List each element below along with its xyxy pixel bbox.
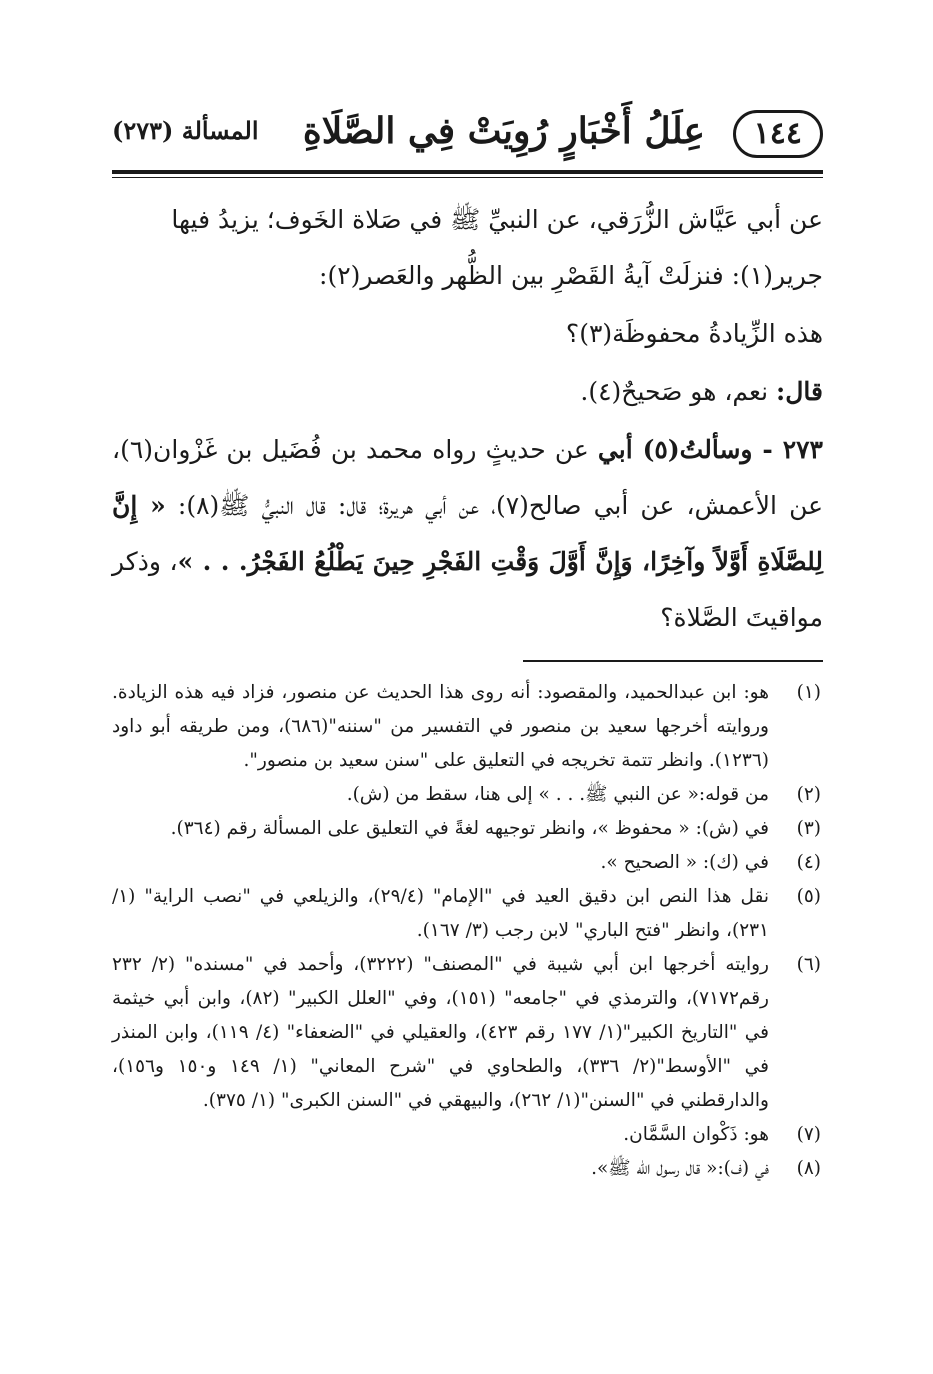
answer-line bbox=[112, 364, 823, 420]
footnote-separator bbox=[523, 660, 823, 662]
footnote-7 bbox=[112, 1118, 821, 1152]
issue-label: المسألة (٢٧٣) bbox=[112, 116, 259, 145]
footnote-number: (١) bbox=[796, 682, 821, 703]
entry-paragraph bbox=[112, 422, 823, 646]
footnote-3 bbox=[112, 812, 821, 846]
footnote-number: (٣) bbox=[796, 818, 821, 839]
question-line: هذه الزِّيادةُ محفوظَة(٣)؟ bbox=[565, 319, 823, 348]
footnote-number: (٥) bbox=[796, 886, 821, 907]
footnote-number: (٧) bbox=[796, 1124, 821, 1145]
header-rule-thin bbox=[112, 177, 823, 178]
footnote-text: روايته أخرجها ابن أبي شيبة في "المصنف" (٣٢٢٢)، وأحمد في "مسنده" (٢/ ٢٣٢ رقم٧١٧٢)، والترمذي في "جامعه" (١٥١)، وفي "العلل الكبير" (٨٢)، وابن أبي خيثمة في "التاريخ الكبير"(١/ ١٧٧ رقم ٤٢٣)، والعقيلي في "الضعفاء" (٤/ ١١٩)، وابن المنذر في "الأوسط"(٢/ ٣٣٦)، والطحاوي في "شرح المعاني" (١/ ١٤٩ و١٥٠ و١٥٦)، والدارقطني في "السنن"(١/ ٢٦٢)، والبيهقي في "السنن الكبرى" (١/ ٣٧٥). bbox=[112, 954, 769, 1111]
body-line-1: عن أبي عَيَّاش الزُّرَقي، عن النبيِّ ﷺ في صَلاة الخَوف؛ يزيدُ فيها bbox=[171, 205, 823, 234]
footnote-1 bbox=[112, 676, 821, 778]
entry-line2: غَزْوان(٦)، عن الأعمش، عن أبي صالح(٧)، عن أبي هريرة؛ قال: bbox=[112, 435, 824, 520]
entry-line3-prefix: قال النبيُّ ﷺ(٨): bbox=[177, 491, 326, 520]
footnotes bbox=[112, 676, 821, 1186]
answer-text: نعم، هو صَحيحٌ(٤). bbox=[580, 377, 769, 406]
header-rule-thick bbox=[112, 170, 823, 174]
footnote-text: هو: ابن عبدالحميد، والمقصود: أنه روى هذا الحديث عن منصور، فزاد فيه هذه الزيادة. وروايته أخرجها سعيد بن منصور في التفسير من "سننه"(٦٨٦)، ومن طريقه أبو داود (١٢٣٦). وانظر تتمة تخريجه في التعليق على "سنن سعيد بن منصور". bbox=[112, 682, 769, 771]
page-header bbox=[112, 108, 823, 168]
entry-line1-rest: عن حديثٍ رواه محمد بن فُضَيل بن bbox=[226, 435, 589, 464]
entry-line4-rest: ، وذكر مواقيتَ الصَّلاة؟ bbox=[112, 547, 823, 632]
hadith-text: « إِنَّ لِلصَّلَاةِ أَوَّلاً وآخِرًا، وَإِنَّ أَوَّلَ وَقْتِ الفَجْرِ حِينَ يَطْلُعُ الفَجْرُ. . . » bbox=[112, 491, 823, 576]
footnote-text: نقل هذا النص ابن دقيق العيد في "الإمام" (٢٩/٤)، والزيلعي في "نصب الراية" (١/ ٢٣١)، وانظر "فتح الباري" لابن رجب (٣/ ١٦٧). bbox=[112, 886, 769, 941]
footnote-text: في (ش): « محفوظ »، وانظر توجيهه لغةً في التعليق على المسألة رقم (٣٦٤). bbox=[170, 818, 769, 839]
entry-number: ٢٧٣ - وسألتُ(٥) أبي bbox=[597, 435, 823, 464]
footnote-text: من قوله:« عن النبي ﷺ. . . » إلى هنا، سقط من (ش). bbox=[346, 784, 769, 805]
footnote-text: هو: ذَكْوان السَّمَّان. bbox=[623, 1124, 769, 1145]
footnote-2 bbox=[112, 778, 821, 812]
footnote-4 bbox=[112, 846, 821, 880]
footnote-number: (٦) bbox=[796, 954, 821, 975]
main-text bbox=[112, 192, 823, 646]
footnote-text: في (ك): « الصحيح ». bbox=[600, 852, 769, 873]
body-line-2: جرير(١): فنزلَتْ آيةُ القَصْرِ بين الظُّهر والعَصر(٢): bbox=[319, 261, 823, 290]
answer-label: قال: bbox=[776, 377, 823, 406]
footnote-text: في (ف):« قال رسول الله ﷺ». bbox=[591, 1158, 769, 1179]
footnote-number: (٨) bbox=[796, 1158, 821, 1179]
footnote-6 bbox=[112, 948, 821, 1118]
footnote-number: (٢) bbox=[796, 784, 821, 805]
footnote-8 bbox=[112, 1152, 821, 1186]
book-title: عِلَلُ أَخْبَارٍ رُوِيَتْ فِي الصَّلَاةِ bbox=[302, 110, 705, 152]
page-number: ١٤٤ bbox=[733, 110, 823, 158]
footnote-5 bbox=[112, 880, 821, 948]
footnote-number: (٤) bbox=[796, 852, 821, 873]
